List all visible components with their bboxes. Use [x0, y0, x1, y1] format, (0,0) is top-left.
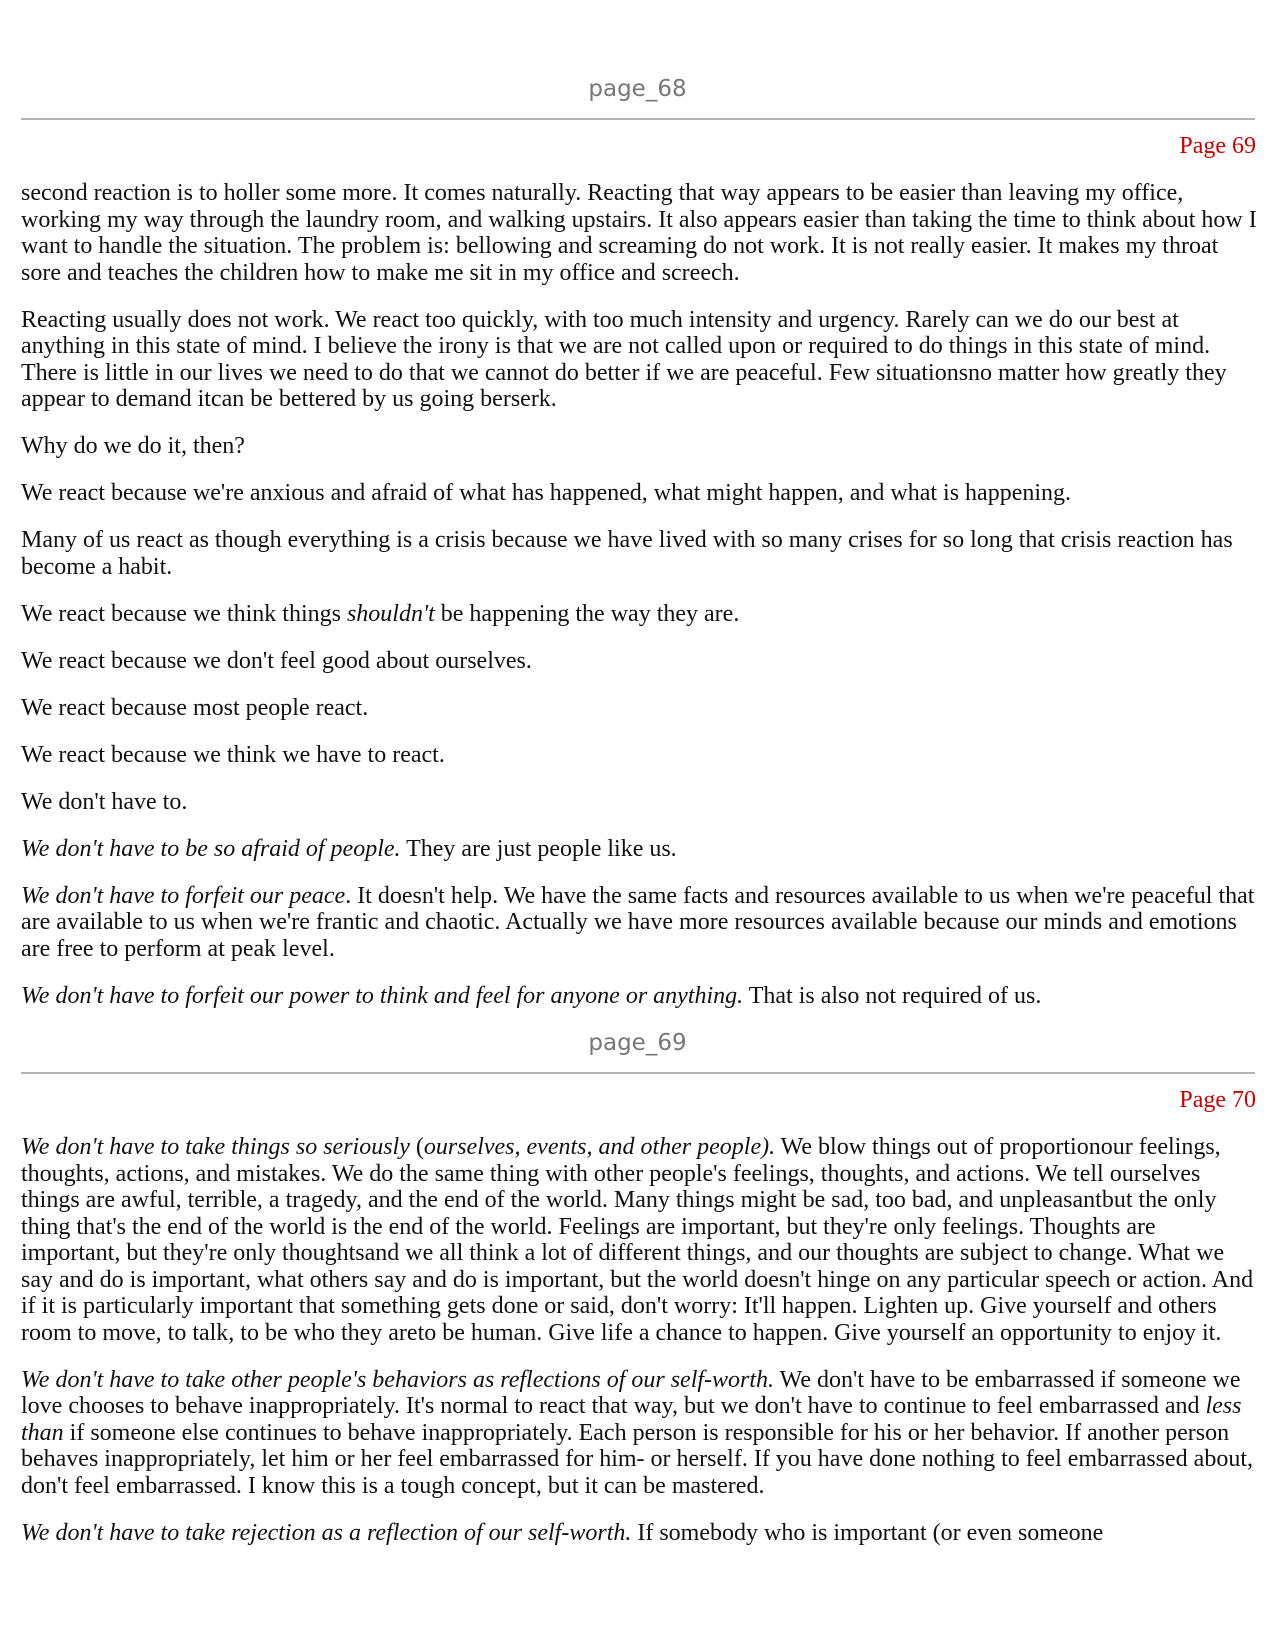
paragraph	[21, 742, 1257, 769]
paragraph	[21, 601, 1257, 628]
page-marker: page_69	[588, 1030, 687, 1056]
text-run: We blow things out of proportionour feelings, thoughts, actions, and mistakes. We do the same thing with other people's feelings, thoughts, and actions. We tell ourselves things are awful, terrible, a tragedy, and the end of the world. Many things might be sad, too bad, and unpleasantbut the only thing that's the end of the world is the end of the world. Feelings are important, but they're only feelings. Thoughts are important, but they're only thoughtsand we all think a lot of different things, and our thoughts are subject to change. What we say and do is important, what others say and do is important, but the world doesn't hinge on any particular speech or action. And if it is particularly important that something gets done or said, don't worry: It'll happen. Lighten up. Give yourself and others room to move, to talk, to be who they areto be human. Give life a chance to happen. Give yourself an opportunity to enjoy it.	[21, 1134, 1254, 1346]
text-run: . It doesn't help. We have the same facts and resources available to us when we're peaceful that are available to us when we're frantic and chaotic. Actually we have more resources available because our minds and emotions are free to perform at peak level.	[21, 882, 1255, 962]
text-run: Why do we do it, then?	[21, 433, 245, 459]
emphasis-text: less than	[21, 1393, 1242, 1446]
text-run: We react because we think things	[21, 600, 347, 627]
paragraph	[21, 1367, 1257, 1500]
text-run: We react because we don't feel good about ourselves.	[21, 647, 532, 674]
text-run: second reaction is to holler some more. It comes naturally. Reacting that way appears to be easier than leaving my office, working my way through the laundry room, and walking upstairs. It also appears easier than taking the time to think about how I want to handle the situation. The problem is: bellowing and screaming do not work. It is not really easier. It makes my throat sore and teaches the children how to make me sit in my office and screech.	[21, 180, 1257, 286]
page-divider	[21, 118, 1255, 120]
text-block	[21, 1134, 1257, 1546]
text-run: We react because most people react.	[21, 694, 369, 721]
emphasis-text: shouldn't	[346, 600, 435, 627]
page-divider	[21, 1072, 1255, 1074]
paragraph	[21, 648, 1257, 675]
emphasis-text: ourselves, events, and other people).	[423, 1134, 776, 1160]
text-run: be happening the way they are.	[434, 600, 740, 627]
paragraph	[21, 836, 1257, 863]
paragraph	[21, 180, 1257, 286]
paragraph	[21, 307, 1257, 413]
text-run: That is also not required of us.	[743, 982, 1042, 1009]
emphasis-text: We don't have to be so afraid of people.	[21, 835, 401, 862]
text-run: If somebody who is important (or even someone	[631, 1519, 1104, 1546]
paragraph	[21, 1134, 1257, 1346]
paragraph	[21, 983, 1257, 1010]
page-number: Page 70	[1179, 1087, 1256, 1113]
text-run: We don't have to.	[21, 788, 188, 815]
page-number: Page 69	[1179, 133, 1256, 159]
text-run: We don't have to be embarrassed if someone we love chooses to behave inappropriately. It's normal to react that way, but we don't have to continue to feel embarrassed and	[21, 1366, 1241, 1419]
text-run: (	[409, 1134, 424, 1160]
text-run: We react because we think we have to react.	[21, 741, 445, 768]
text-run: They are just people like us.	[400, 835, 677, 862]
paragraph	[21, 789, 1257, 816]
paragraph	[21, 883, 1257, 963]
text-run: if someone else continues to behave inappropriately. Each person is responsible for his or her behavior. If another person behaves inappropriately, let him or her feel embarrassed for him- or herself. If you have done nothing to feel embarrassed about, don't feel embarrassed. I know this is a tough concept, but it can be mastered.	[21, 1419, 1253, 1499]
text-run: Reacting usually does not work. We react too quickly, with too much intensity and urgency. Rarely can we do our best at anything in this state of mind. I believe the irony is that we are not called upon or required to do things in this state of mind. There is little in our lives we need to do that we cannot do better if we are peaceful. Few situationsno matter how greatly they appear to demand itcan be bettered by us going berserk.	[21, 306, 1227, 412]
paragraph	[21, 480, 1257, 507]
paragraph	[21, 1520, 1257, 1547]
text-run: Many of us react as though everything is a crisis because we have lived with so many crises for so long that crisis reaction has become a habit.	[21, 527, 1233, 580]
paragraph	[21, 695, 1257, 722]
paragraph	[21, 433, 1257, 460]
emphasis-text: We don't have to take rejection as a reflection of our self-worth.	[21, 1519, 632, 1546]
emphasis-text: We don't have to forfeit our power to think and feel for anyone or anything.	[21, 982, 744, 1009]
emphasis-text: We don't have to forfeit our peace	[21, 882, 346, 909]
paragraph	[21, 527, 1257, 580]
emphasis-text: We don't have to take things so seriously	[21, 1134, 410, 1160]
emphasis-text: We don't have to take other people's behaviors as reflections of our self-worth.	[21, 1366, 775, 1393]
text-run: We react because we're anxious and afraid of what has happened, what might happen, and what is happening.	[21, 480, 1072, 506]
text-block	[21, 180, 1257, 1009]
page-marker: page_68	[588, 76, 687, 102]
